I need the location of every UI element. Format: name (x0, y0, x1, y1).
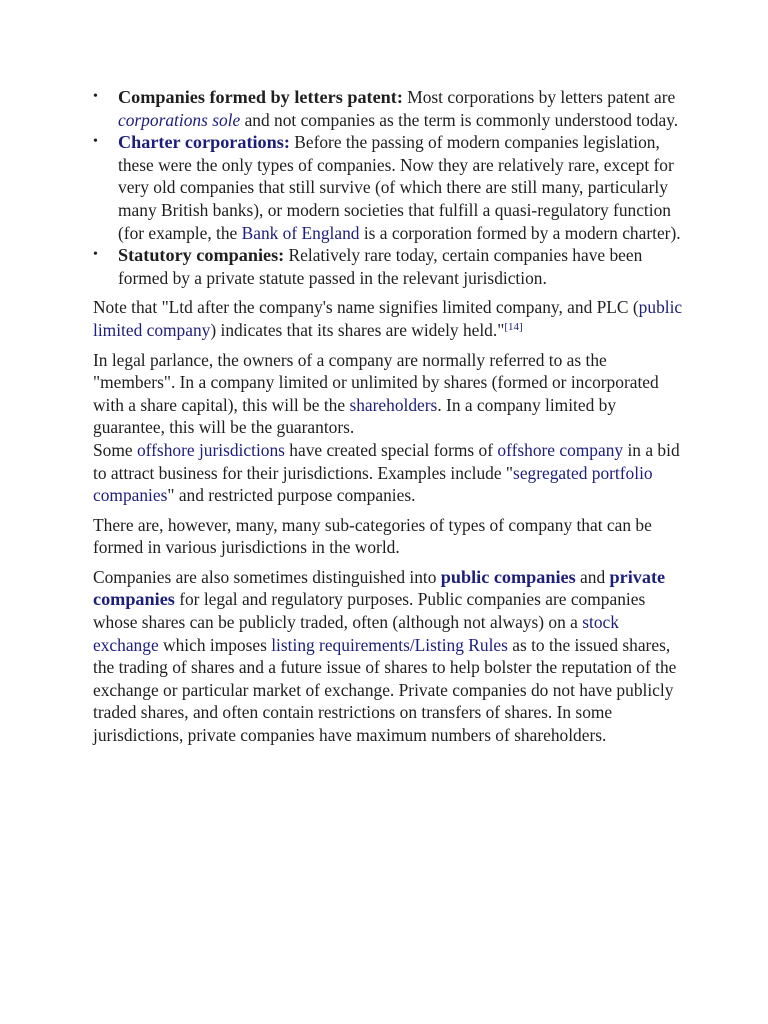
private-companies-link[interactable]: private companies (93, 566, 666, 610)
charter-corporations-link[interactable]: Charter corporations: (118, 132, 290, 153)
bullet-text: Most corporations by letters patent are (402, 87, 676, 107)
citation-14-link[interactable]: [14] (504, 320, 523, 333)
ltd-plc-note (93, 296, 683, 341)
public-companies-link[interactable]: public companies (440, 566, 576, 587)
list-item (93, 244, 683, 289)
paragraph-text: Some (93, 439, 137, 460)
segregated-portfolio-companies-link[interactable]: segregated portfolio companies (93, 462, 653, 506)
note-text: ) indicates that its shares are widely held." (210, 319, 505, 340)
bullet-heading: Companies formed by letters patent: (118, 87, 403, 107)
paragraph-text: . In a company limited by guarantee, this will be the guarantors. (93, 394, 617, 438)
paragraph-text: which imposes (158, 634, 272, 655)
note-text: Note that "Ltd after the company's name signifies limited company, and PLC ( (93, 297, 639, 318)
company-types-list (93, 86, 683, 289)
paragraph-text: have created special forms of (284, 439, 498, 460)
public-private-paragraph (93, 566, 683, 747)
bullet-text: Before the passing of modern companies legislation, these were the only types of companies. Now they are relatively rare, except for very old companies that still survive (of which there are still many, particularly many British banks), or modern societies that fulfill a quasi-regulatory function (for example, the (118, 132, 674, 243)
paragraph-text: as to the issued shares, the trading of shares and a future issue of shares to help bolster the reputation of the exchange or particular market of exchange. Private companies do not have publicly traded shares, and often contain restrictions on transfers of shares. In some jurisdictions, private companies have maximum numbers of shareholders. (93, 634, 677, 746)
document-page (93, 86, 683, 747)
members-paragraph (93, 349, 683, 507)
listing-requirements-link[interactable]: listing requirements/Listing Rules (271, 634, 508, 655)
bullet-text: Relatively rare today, certain companies have been formed by a private statute passed in the relevant jurisdiction. (118, 245, 643, 288)
paragraph-text: in a bid to attract business for their jurisdictions. Examples include " (93, 439, 680, 483)
paragraph-text: In legal parlance, the owners of a company are normally referred to as the "members". In a company limited or unlimited by shares (formed or incorporated with a share capital), this will be the (93, 349, 659, 415)
shareholders-link[interactable]: shareholders (349, 394, 438, 415)
offshore-jurisdictions-link[interactable]: offshore jurisdictions (136, 439, 285, 460)
paragraph-text: for legal and regulatory purposes. Public companies are companies whose shares can be publicly traded, often (although not always) on a (93, 589, 646, 633)
list-item (93, 86, 683, 131)
bullet-text: and not companies as the term is commonly understood today. (240, 109, 679, 130)
bullet-text: is a corporation formed by a modern charter). (359, 222, 681, 243)
list-item (93, 131, 683, 244)
paragraph-text: and (575, 566, 610, 587)
offshore-company-link[interactable]: offshore company (497, 439, 624, 460)
stock-exchange-link[interactable]: stock exchange (93, 612, 619, 655)
paragraph-text: " and restricted purpose companies. (167, 485, 416, 506)
public-limited-company-link[interactable]: public limited company (93, 297, 683, 340)
bullet-heading: Statutory companies: (118, 245, 285, 266)
corporations-sole-link[interactable]: corporations sole (118, 109, 241, 130)
subcategories-paragraph: There are, however, many, many sub-categories of types of company that can be formed in various jurisdictions in the world. (93, 514, 652, 558)
paragraph-text: Companies are also sometimes distinguished into (93, 566, 441, 587)
bank-of-england-link[interactable]: Bank of England (241, 222, 360, 243)
